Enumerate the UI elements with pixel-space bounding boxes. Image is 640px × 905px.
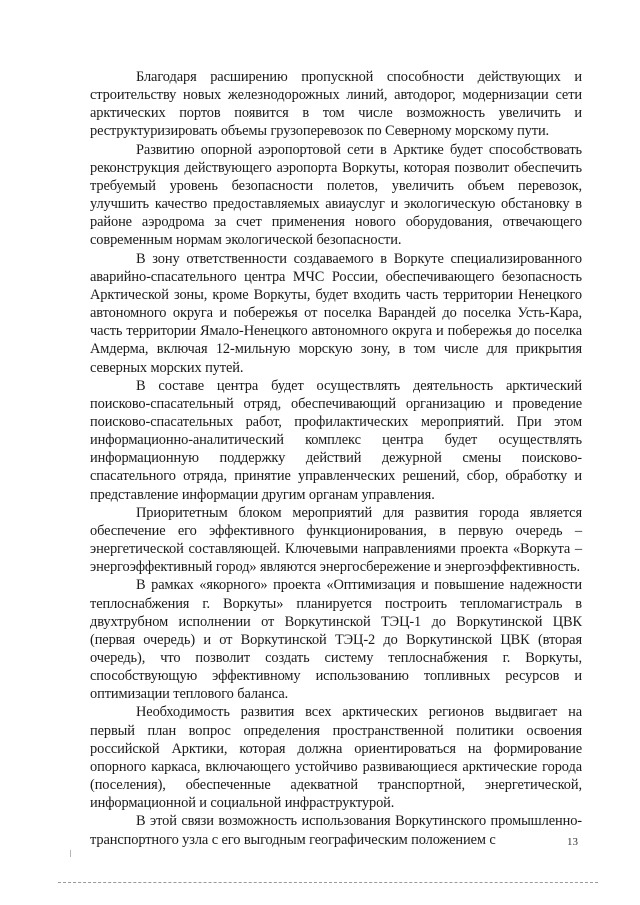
paragraph-rescue-center-zone: В зону ответственности создаваемого в Воркуте специализированного аварийно-спасательного центра МЧС России, обеспечивающего безопасность Арктической зоны, кроме Воркуты, будет входить часть территории Ненецкого автономного округа и побережья от поселка Варандей до поселка Усть-Кара, часть территории Ямало-Ненецкого автономного округа и побережья до поселка Амдерма, включая 12-мильную морскую зону, в том числе для прикрытия северных морских путей.: [90, 250, 582, 376]
document-body: [90, 68, 582, 849]
paragraph-rescue-squad: В составе центра будет осуществлять деятельность арктический поисково-спасательный отряд, обеспечивающий организацию и проведение поисково-спасательных работ, профилактических мероприятий. При этом информационно-аналитический комплекс центра будет осуществлять информационную поддержку действий дежурной смены поисково-спасательного отряда, принятие управленческих решений, сбор, обработку и представление информации другим органам управления.: [90, 377, 582, 503]
scan-artifact-tick: [70, 850, 71, 857]
paragraph-airport-reconstruction: Развитию опорной аэропортовой сети в Арктике будет способствовать реконструкция действующего аэропорта Воркуты, которая позволит обеспечить требуемый уровень безопасности полетов, увеличить объем перевозок, улучшить качество предоставляемых авиауслуг и экологическую обстановку в районе аэродрома за счет применения нового оборудования, отвечающего современным нормам экологической безопасности.: [90, 141, 582, 249]
paragraph-heat-supply-project: В рамках «якорного» проекта «Оптимизация и повышение надежности теплоснабжения г. Воркуты» планируется построить тепломагистраль в двухтрубном исполнении от Воркутинской ТЭЦ-1 до Воркутинской ЦВК (первая очередь) и от Воркутинской ТЭЦ-2 до Воркутинской ЦВК (вторая очередь), что позволит создать систему теплоснабжения г. Воркуты, способствующую эффективному использованию топливных ресурсов и оптимизации теплового баланса.: [90, 577, 582, 703]
paragraph-railways-ports: Благодаря расширению пропускной способности действующих и строительству новых железнодорожных линий, автодорог, модернизации сети арктических портов появится в том числе возможность увеличить и реструктуризировать объемы грузоперевозок по Северному морскому пути.: [90, 69, 582, 140]
paragraph-spatial-policy: Необходимость развития всех арктических регионов выдвигает на первый план вопрос определения пространственной политики освоения российской Арктики, которая должна ориентироваться на формирование опорного каркаса, включающего устойчиво развивающиеся арктические города (поселения), обеспеченные адекватной транспортной, энергетической, информационной и социальной инфраструктурой.: [90, 704, 582, 812]
paragraph-energy-efficiency: Приоритетным блоком мероприятий для развития города является обеспечение его эффективного функционирования, в первую очередь – энергетической составляющей. Ключевыми направлениями проекта «Воркута – энергоэффективный город» являются энергосбережение и энергоэффективность.: [90, 504, 582, 576]
paragraph-industrial-hub: В этой связи возможность использования Воркутинского промышленно-транспортного узла с его выгодным географическим положением с: [90, 813, 582, 848]
page-number: 13: [567, 836, 578, 848]
scan-artifact-dashed-line: [58, 882, 598, 883]
